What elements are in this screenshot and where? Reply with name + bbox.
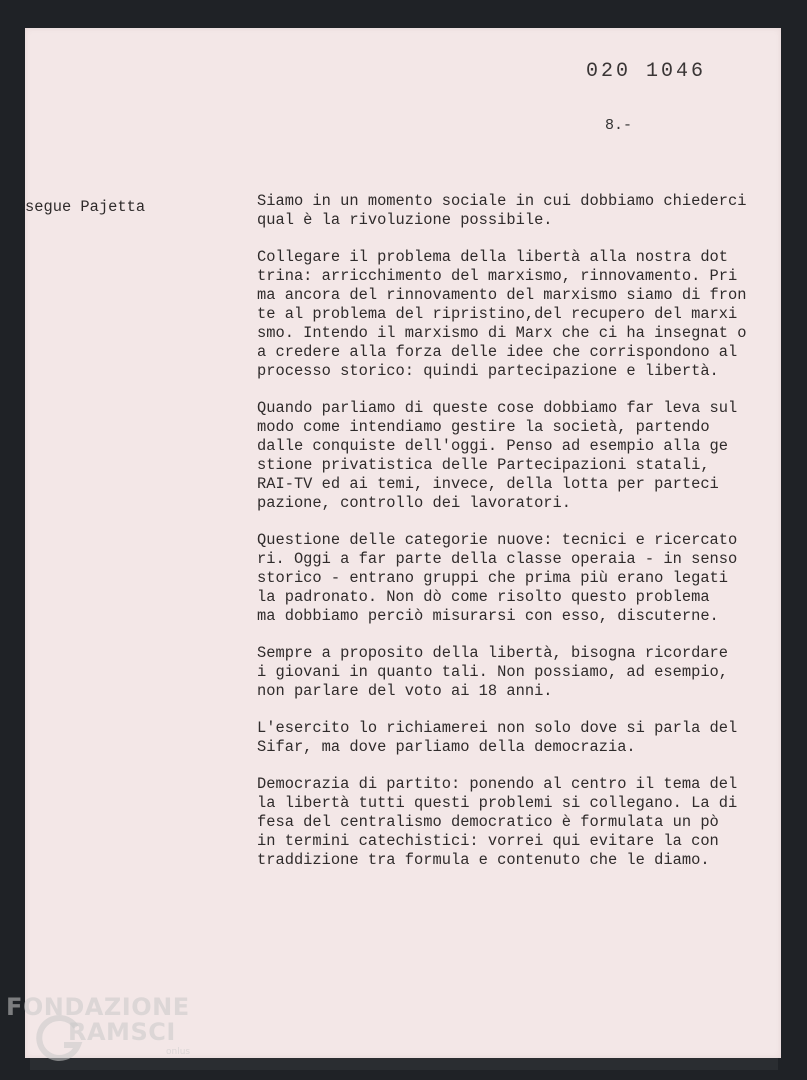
watermark-line1: FONDAZIONE [6, 993, 190, 1021]
paragraph-1: Siamo in un momento sociale in cui dobbiamo chiederci qual è la rivoluzione possibile. [257, 192, 747, 229]
watermark-line2: RAMSCI [68, 1018, 176, 1046]
document-body [257, 192, 767, 888]
paragraph-5: Sempre a proposito della libertà, bisogna ricordare i giovani in quanto tali. Non possiamo, ad esempio, non parlare del voto ai 18 anni. [257, 644, 729, 700]
paragraph-4: Questione delle categorie nuove: tecnici e ricercato ri. Oggi a far parte della classe operaia - in senso storico - entrano gruppi che prima più erano legati la padronato. Non dò come risolto questo problema ma dobbiamo perciò misurarsi con esso, discuterne. [257, 531, 738, 625]
speaker-label: segue Pajetta [25, 198, 146, 216]
page-number: 8.- [605, 117, 633, 134]
paragraph-7: Democrazia di partito: ponendo al centro il tema del la libertà tutti questi problemi si collegano. La di fesa del centralismo democratico è formulata un pò in termini catechistici: vorrei qui evitare la con traddizione tra formula e contenuto che le diamo. [257, 775, 738, 869]
watermark-suffix: onlus [166, 1047, 191, 1057]
archive-number: 020 1046 [586, 60, 707, 83]
paragraph-6: L'esercito lo richiamerei non solo dove si parla del Sifar, ma dove parliamo della democrazia. [257, 719, 738, 756]
fondazione-gramsci-watermark [6, 993, 206, 1073]
paragraph-3: Quando parliamo di queste cose dobbiamo far leva sul modo come intendiamo gestire la società, partendo dalle conquiste dell'oggi. Penso ad esempio alla ge stione privatistica delle Partecipazioni statali, RAI-TV ed ai temi, invece, della lotta per parteci pazione, controllo dei lavoratori. [257, 399, 738, 512]
paragraph-2: Collegare il problema della libertà alla nostra dot trina: arricchimento del marxismo, rinnovamento. Pri ma ancora del rinnovamento del marxismo siamo di fron te al problema del ripristino,del recupero del marxi smo. Intendo il marxismo di Marx che ci ha insegnat o a credere alla forza delle idee che corrispondono al processo storico: quindi partecipazione e libertà. [257, 248, 747, 380]
